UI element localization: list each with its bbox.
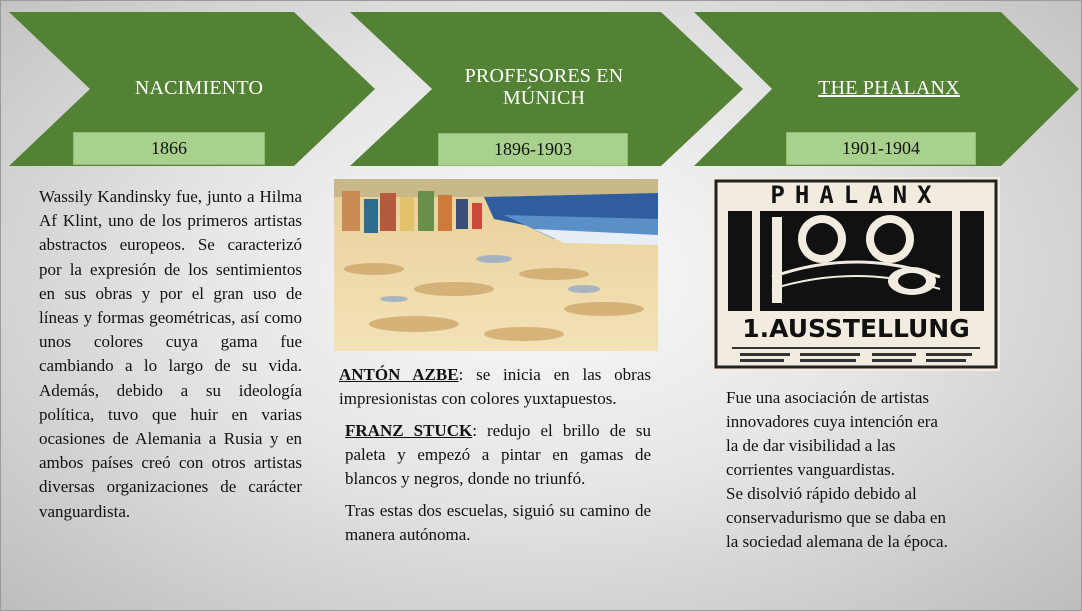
- timeline-title-2-line1: PROFESORES EN: [464, 65, 624, 87]
- phalanx-poster-image: [712, 177, 1000, 371]
- date-box-1: 1866: [73, 132, 265, 165]
- date-box-3: 1901-1904: [786, 132, 976, 165]
- azbe-description: : se inicia en las obras impresionistas con colores yuxtapuestos.: [339, 365, 651, 408]
- stuck-description: : redujo el brillo de su paleta y empezó a pintar en gamas de blancos y negros, donde no triunfó.: [345, 421, 651, 488]
- timeline-title-1: NACIMIENTO: [134, 77, 264, 99]
- date-box-2: 1896-1903: [438, 133, 628, 166]
- azbe-name: ANTÓN AZBE: [339, 365, 459, 384]
- beach-painting-image: [334, 179, 658, 351]
- timeline-title-2-line2: MÚNICH: [502, 87, 586, 109]
- biography-text: Wassily Kandinsky fue, junto a Hilma Af Klint, uno de los primeros artistas abstractos europeos. Se caracterizó por la expresión de los sentimientos en sus obras y por el gran uso de líneas y formas geométricas, así como unos colores cuya gama fue cambiando a lo largo de su vida. Además, debido a su ideología política, tuvo que huir en varias ocasiones de Alemania a Rusia y en ambos países creó con otros artistas diversas organizaciones de carácter vanguardista.: [39, 187, 302, 521]
- azbe-paragraph: [339, 363, 651, 411]
- phalanx-text: Fue una asociación de artistas innovadores cuya intención era la de dar visibilidad a las corrientes vanguardistas. Se disolvió rápido debido al conservadurismo que se daba en la sociedad alemana de la época.: [726, 388, 948, 551]
- timeline-title-3-link[interactable]: THE PHALANX: [818, 77, 960, 99]
- stuck-paragraph: [339, 419, 651, 491]
- timeline-title-2: [431, 65, 657, 109]
- poster-subtitle: 1.AUSSTELLUNG: [742, 314, 970, 343]
- poster-title: PHALANX: [770, 181, 942, 209]
- closing-paragraph: Tras estas dos escuelas, siguió su camino de manera autónoma.: [345, 501, 651, 544]
- munich-teachers-text: [339, 363, 651, 547]
- stuck-name: FRANZ STUCK: [345, 421, 473, 440]
